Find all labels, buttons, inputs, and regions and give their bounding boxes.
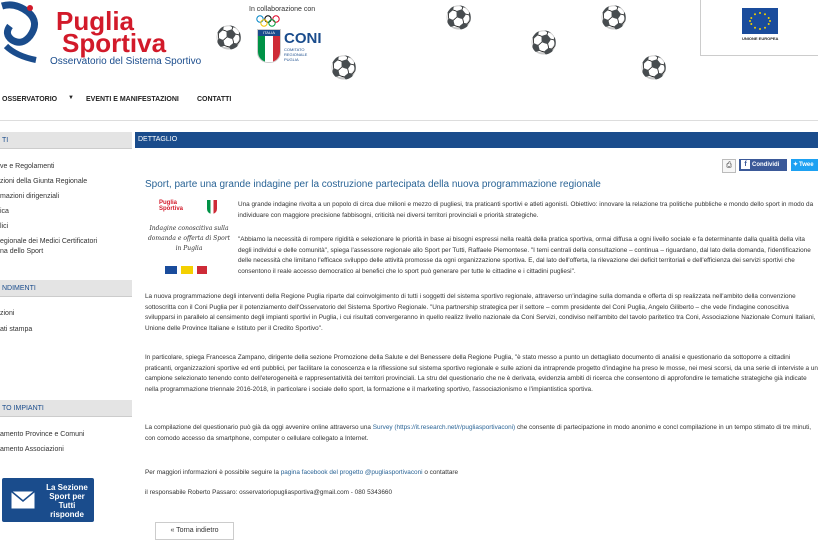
facebook-share-button[interactable] (739, 159, 787, 171)
sidebar-section-title: NDIMENTI (2, 285, 36, 292)
collab-label: In collaborazione con (249, 6, 316, 13)
logo-title-line2: Sportiva (62, 28, 167, 58)
twitter-share-button[interactable] (791, 159, 818, 171)
article-contact-line (145, 488, 818, 499)
sidebar-section-title: TI (2, 137, 9, 144)
sidebar-link[interactable]: na dello Sport (0, 248, 44, 255)
watermark-icon: ⚽ (640, 55, 668, 80)
watermark-icon: ⚽ (600, 5, 628, 30)
runner-logo-icon (0, 0, 50, 70)
main-section-header (135, 132, 818, 148)
main-section-title: DETTAGLIO (138, 136, 178, 143)
coni-subtitle (284, 47, 307, 62)
eu-label: UNIONE EUROPEA (742, 36, 779, 41)
site-header (0, 0, 818, 82)
contact-email[interactable]: osservatoriopugliasportiva@gmail.com (239, 489, 349, 496)
coni-small-thumb-icon (197, 266, 207, 274)
sidebar-section-header (0, 132, 132, 149)
article-thumbnail (145, 196, 233, 286)
article-paragraph-intro: Una grande indagine rivolta a un popolo di circa due milioni e mezzo di pugliesi, tra praticanti sportivi e atleti agonisti. Obiettivo: innovare la relazione tra politiche pubbliche e mondo dello sport in modo da individuare con maggiore precisione fabbisogni, criticità nei diversi territori provinciali e priorità strategiche. (238, 201, 814, 219)
banner-text: La Sezione Sport per Tutti risponde (46, 483, 88, 519)
sidebar-section-title: TO IMPIANTI (2, 405, 44, 412)
olympic-rings-icon (256, 15, 280, 27)
eu-logo-box (700, 0, 818, 56)
tweet-label: Twee (799, 162, 814, 168)
logo-subtitle: Osservatorio del Sistema Sportivo (50, 56, 202, 67)
info-text: o contattare (422, 469, 459, 476)
contact-text: il responsabile Roberto Passaro: (145, 489, 240, 496)
sidebar-link[interactable]: zioni della Giunta Regionale (0, 178, 88, 185)
watermark-icon: ⚽ (215, 25, 243, 50)
watermark-icon: ⚽ (445, 5, 473, 30)
facebook-project-link[interactable]: pagina facebook del progetto @pugliasportivaconi (280, 469, 423, 476)
article-paragraph-quote: "Abbiamo la necessità di rompere rigidità e selezionare le priorità in base ai bisogni espressi nella realtà della pratica sportiva, ormai diffusa a ogni livello sociale e fa determinante dalla qualità della vita degli individui e delle comunità", spiega l'assessore regionale allo Sport per Tutti, Raffaele Piemontese. "I temi centrali della consultazione – continua – riguardano, dal lato della domanda, l'identificazione delle necessità che limitano l'efficace sviluppo delle attività promosse da ogni organizzazione sportiva. E, dal lato dell'offerta, la rilevazione dei deficit territoriali e dell'efficienza dei servizi sportivi che consentono il reale accesso democratico al benefici che lo sport può generare per tutte le cittadine e i cittadini pugliesi". (238, 236, 811, 275)
sidebar-link[interactable]: amento Associazioni (0, 446, 64, 453)
coni-sub-line: PUGLIA (284, 57, 299, 62)
sidebar-link[interactable]: amento Province e Comuni (0, 431, 85, 438)
puglia-sportiva-thumb-icon: Puglia Sportiva (159, 200, 184, 212)
facebook-icon: f (741, 160, 750, 169)
italia-label: ITALIA (258, 30, 280, 36)
sport-per-tutti-banner[interactable] (2, 478, 94, 522)
region-thumb-icon (181, 266, 193, 274)
logo-title (52, 6, 167, 58)
article-info-line (145, 468, 818, 479)
main-nav (0, 92, 818, 110)
coni-shield-icon (257, 29, 281, 63)
sidebar-link[interactable]: ve e Regolamenti (0, 163, 55, 170)
sidebar-link[interactable]: mazioni dirigenziali (0, 193, 60, 200)
nav-divider (0, 120, 818, 121)
survey-link[interactable]: Survey (https://it.research.net/r/pugliasportivaconi) (372, 424, 516, 431)
coni-thumb-icon (207, 200, 217, 214)
info-text: Per maggiori informazioni è possibile seguire la (145, 469, 281, 476)
article-paragraph-zampano: In particolare, spiega Francesca Zampano, dirigente della sezione Promozione della Salute e del Benessere della Regione Puglia, "è stato messo a punto un dettagliato documento di analisi e questionario da sottoporre a cittadini praticanti, organizzazioni sportive ed enti pubblici, per facilitare la conoscenza e la riflessione sul sistema sportivo regionale e sulle azioni da intraprende progetto d'indagine ha preso le mosse, nei mesi scorsi, da una serie di interviste a un campione selezionato tenendo conto dell'eterogeneità e rappresentatività dei territori provinciali. La stru del questionario che ne è derivata, evidenzia ambiti di ricerca che consentono di approfondire le tematiche strategiche già indicate nella programmazione triennale 2016-2018, in particolare i sociale dello sport, la formazione e il marketing sportivo, l'associazionismo e l'impiantistica sportiva. (145, 354, 818, 393)
watermark-icon: ⚽ (530, 30, 558, 55)
sidebar-link[interactable]: ati stampa (0, 326, 33, 333)
survey-text: La compilazione del questionario può già da oggi avvenire online attraverso una (145, 424, 373, 431)
article-title: Sport, parte una grande indagine per la costruzione partecipata della nuova programmazione regionale (145, 179, 601, 190)
article-paragraph-programmazione: La nuova programmazione degli interventi della Regione Puglia riparte dal coinvolgimento di tutti i soggetti del sistema sportivo regionale, attraverso un'indagine sulla domanda e offerta di sp realizzata nell'ambito della convenzione sottoscritta con il Coni Puglia per il potenziamento dell'Osservatorio del Sistema Sportivo Regionale. "Una partnership strategica per il settore – comm presidente del Coni Puglia, Angelo Giliberto – che vede l'indagine conoscitiva svilupparsi in parallelo al censimento degli impianti sportivi in Puglia, i cui risultati convergeranno in quello realizz livello nazionale da Coni Servizi, condiviso nell'ambito del tavolo paritetico tra Coni, Associazione Nazionale Comuni Italiani, Unione delle Province Italiane e Istituto per il Credito Sportivo". (145, 293, 816, 332)
sidebar-section-header (0, 400, 132, 417)
envelope-icon (10, 490, 36, 510)
coni-label: CONI (284, 30, 322, 47)
eu-thumb-icon (165, 266, 177, 274)
back-button[interactable]: « Torna indietro (155, 522, 234, 540)
watermark-icon: ⚽ (330, 55, 358, 80)
sidebar-link[interactable]: zioni (0, 310, 15, 317)
twitter-icon: ✦ (793, 162, 799, 168)
thumb-caption: Indagine conoscitiva sulla domanda e offerta di Sport in Puglia (147, 225, 231, 252)
sidebar-link[interactable]: lici (0, 223, 9, 230)
share-label: Condividi (752, 162, 780, 168)
chevron-down-icon[interactable]: ▼ (68, 95, 74, 101)
logo-title-line1: Puglia (56, 6, 135, 36)
sidebar-link[interactable]: ica (0, 208, 9, 215)
print-icon[interactable]: ⎙ (722, 159, 736, 173)
nav-item-osservatorio[interactable]: OSSERVATORIO (2, 96, 58, 103)
survey-text: che consente di partecipazione in modo anonimo e concl compilazione in un tempo stimato di tre minuti, con comodo accesso da smartphone, computer o cellulare collegato a Internet. (145, 424, 812, 442)
article-paragraph-survey (145, 423, 818, 444)
sidebar-link[interactable]: egionale dei Medici Certificatori (0, 238, 98, 245)
nav-item-eventi[interactable]: EVENTI E MANIFESTAZIONI (86, 96, 179, 103)
coni-sub-line: COMITATO (284, 47, 305, 52)
sidebar-section-header (0, 280, 132, 297)
contact-phone: - 080 5343660 (349, 489, 392, 496)
nav-item-contatti[interactable]: CONTATTI (197, 96, 232, 103)
eu-flag-icon (742, 8, 778, 34)
coni-sub-line: REGIONALE (284, 52, 308, 57)
